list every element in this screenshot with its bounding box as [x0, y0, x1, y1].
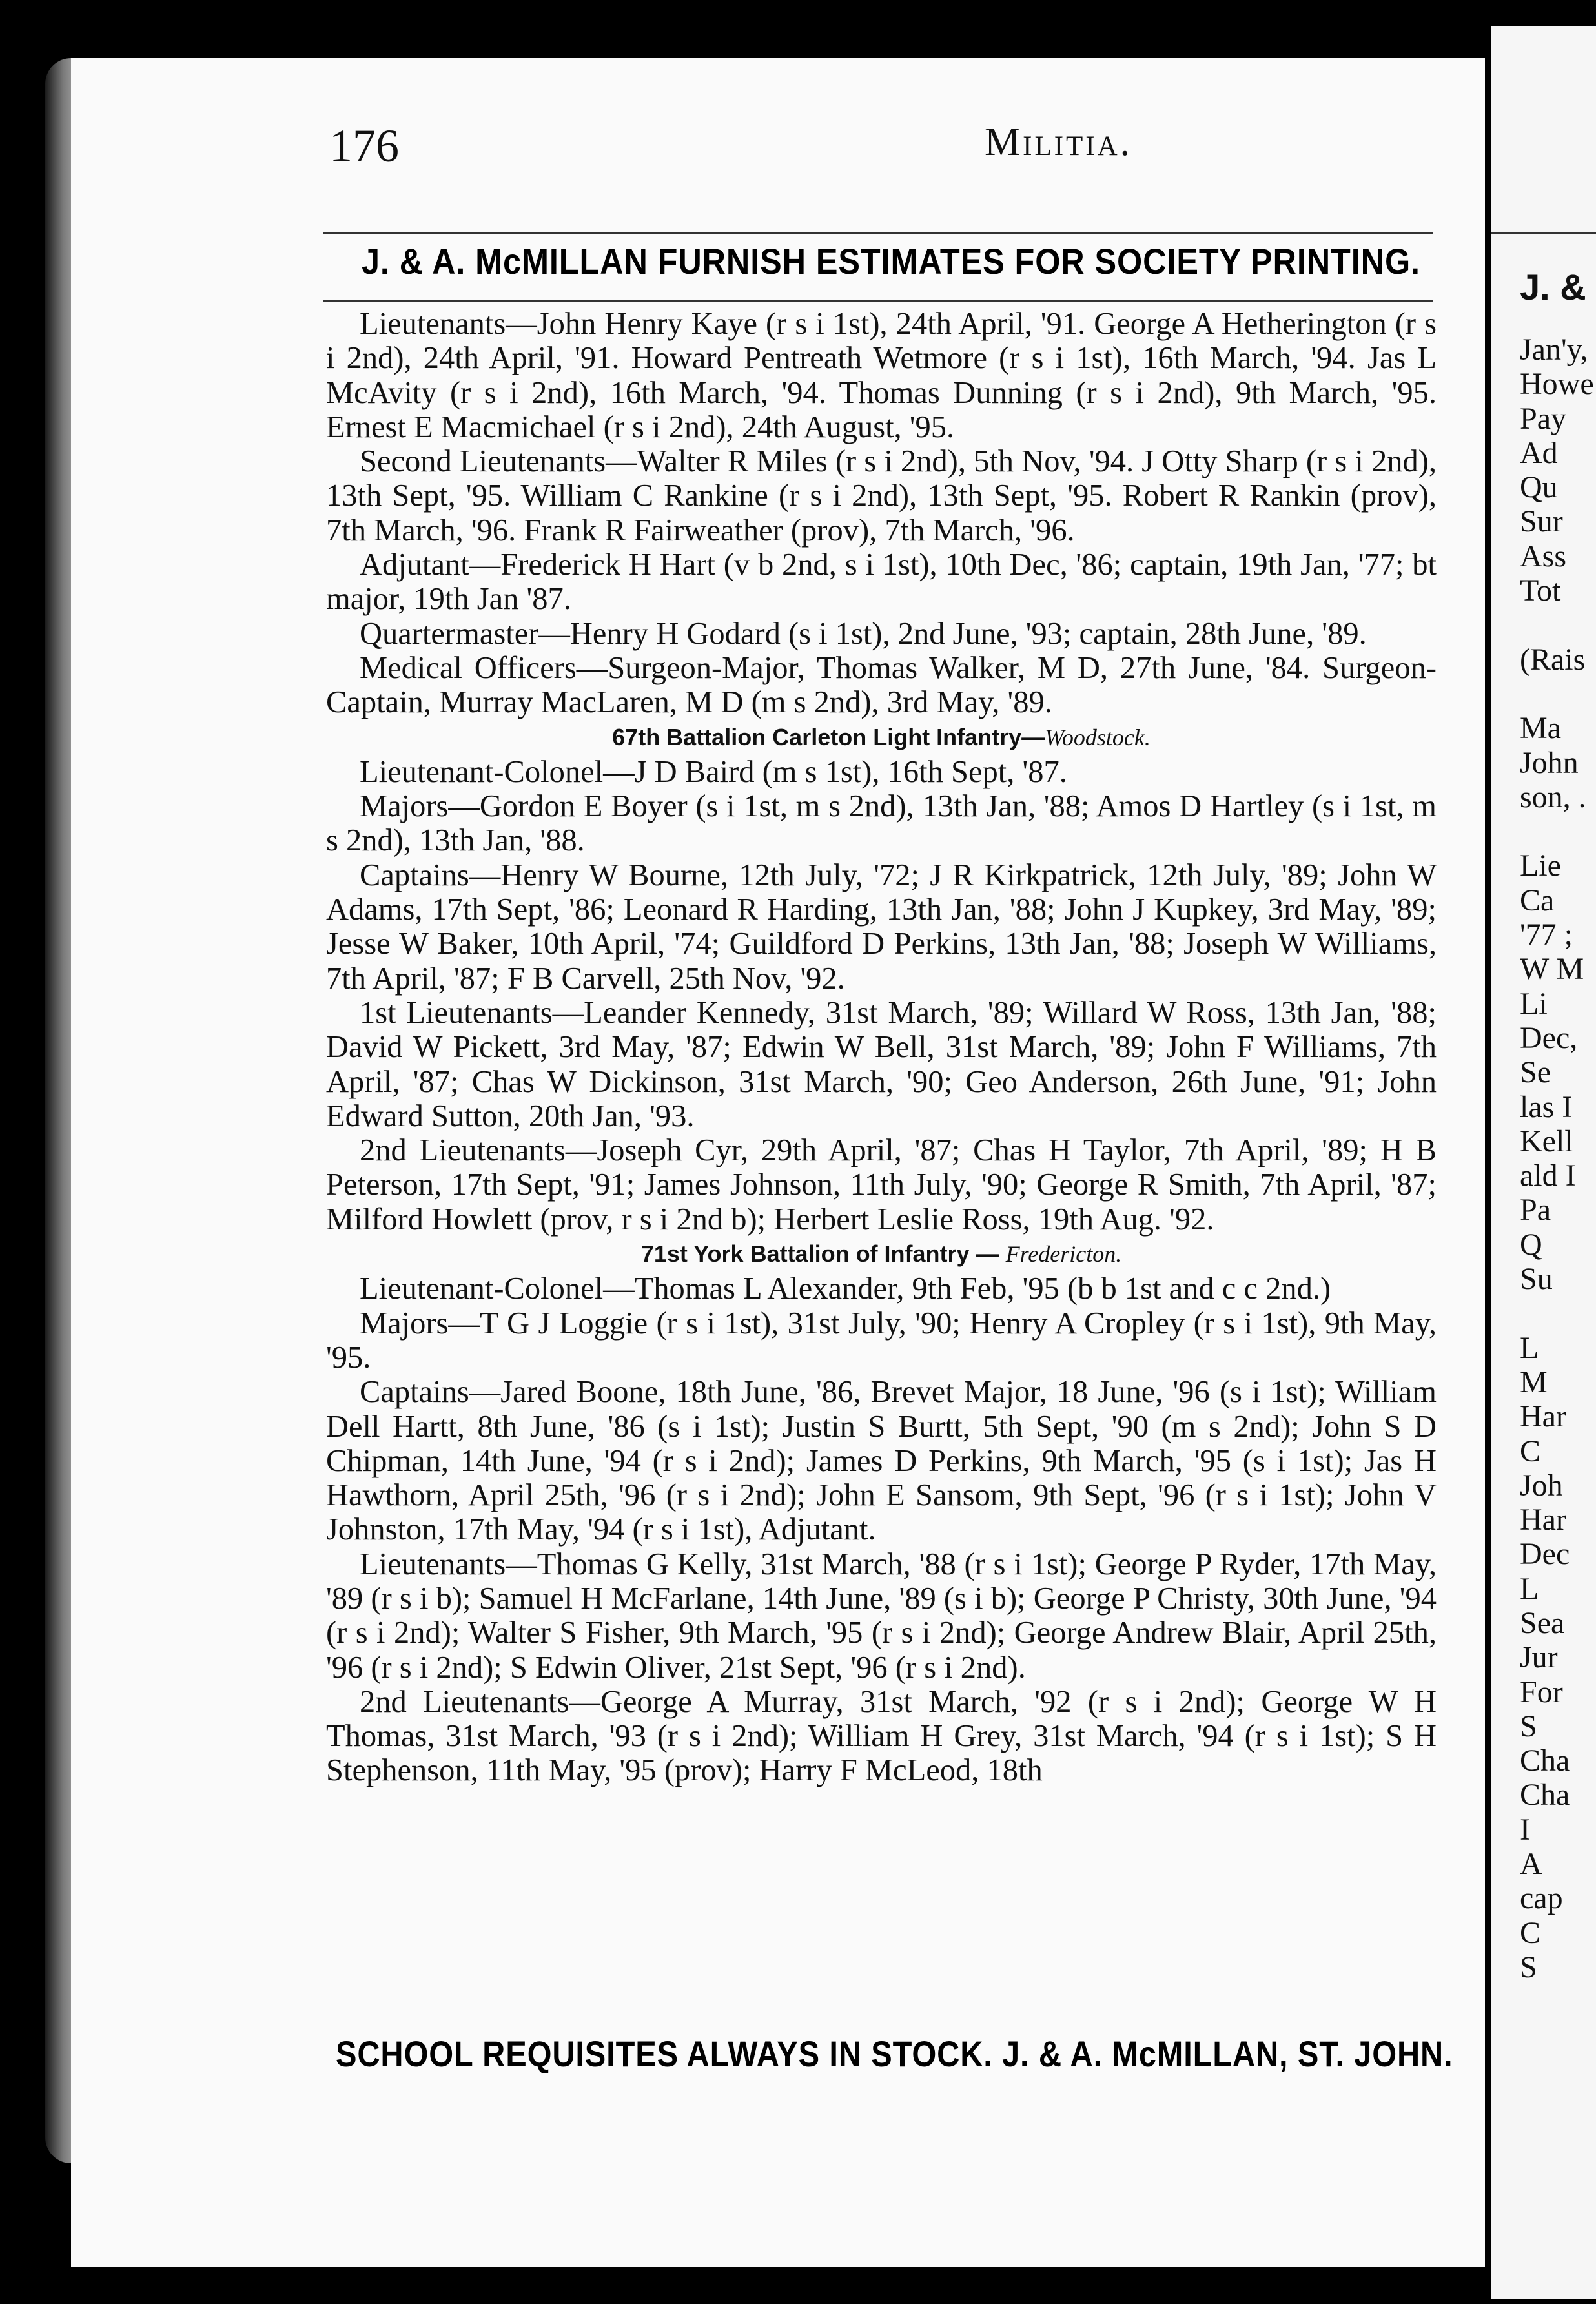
facing-page-line: Ca — [1520, 883, 1555, 918]
roster-entry: Lieutenants—John Henry Kaye (r s i 1st), 24th April, '91. George A Hetherington (r s i 2nd), 24th April, '91. Howard Pentreath Wetmore (r s i 1st), 16th March, '94. Jas L McAvity (r s i 2nd), 16th March, '94. Thomas Dunning (r s i 2nd), 9th March, '95. Ernest E Macmichael (r s i 2nd), 24th August, '95. — [326, 307, 1437, 444]
roster-entry: Adjutant—Frederick H Hart (v b 2nd, s i 1st), 10th Dec, '86; captain, 19th Jan, '77; bt major, 19th Jan '87. — [326, 548, 1437, 617]
facing-page-advertisement: J. & — [1520, 267, 1586, 307]
facing-page-line: (Rais — [1520, 642, 1586, 677]
roster-entry: 2nd Lieutenants—George A Murray, 31st March, '92 (r s i 2nd); George W H Thomas, 31st March, '93 (r s i 2nd); William H Grey, 31st March, '94 (r s i 1st); S H Stephenson, 11th May, '95 (prov); Harry F McLeod, 18th — [326, 1684, 1437, 1788]
roster-entry: 1st Lieutenants—Leander Kennedy, 31st March, '89; Willard W Ross, 13th Jan, '88; David W Pickett, 3rd May, '87; Edwin W Bell, 31st March, '89; John F Williams, 7th April, '87; Chas W Dickinson, 31st March, '90; Geo Anderson, 26th June, '91; John Edward Sutton, 20th Jan, '93. — [326, 995, 1437, 1133]
facing-page-line: Sea — [1520, 1605, 1565, 1640]
facing-page-line: cap — [1520, 1881, 1563, 1916]
roster-entry: Lieutenant-Colonel—J D Baird (m s 1st), 16th Sept, '87. — [360, 754, 1067, 789]
roster-entry: Captains—Jared Boone, 18th June, '86, Brevet Major, 18 June, '96 (s i 1st); William Dell Hartt, 8th June, '86 (s i 1st); Justin S Burtt, 5th Sept, '90 (m s 2nd); John S D Chipman, 14th June, '94 (r s i 2nd); James D Perkins, 9th March, '95 (s i 1st); Jas H Hawthorn, April 25th, '96 (r s i 2nd); John E Sansom, 9th Sept, '96 (r s i 1st); John V Johnston, 17th May, '94 (r s i 1st), Adjutant. — [326, 1375, 1437, 1547]
top-advertisement: J. & A. McMILLAN FURNISH ESTIMATES FOR SOCIETY PRINTING. — [362, 241, 1420, 282]
roster-entry: Majors—T G J Loggie (r s i 1st), 31st July, '90; Henry A Cropley (r s i 1st), 9th May, '95. — [326, 1306, 1437, 1375]
facing-page-line: ald I — [1520, 1158, 1576, 1193]
facing-page-line: Lie — [1520, 849, 1561, 883]
header-rule — [323, 232, 1433, 234]
facing-page-line: Har — [1520, 1399, 1566, 1434]
roster-entry: 2nd Lieutenants—Joseph Cyr, 29th April, '87; Chas H Taylor, 7th April, '89; H B Peterson, 17th Sept, '91; James Johnson, 11th July, '90; George R Smith, 7th April, '87; Milford Howlett (prov, r s i 2nd b); Herbert Leslie Ross, 19th Aug. '92. — [326, 1133, 1437, 1237]
facing-page-line: '77 ; — [1520, 918, 1573, 952]
facing-page-line: Se — [1520, 1055, 1551, 1090]
facing-page-line: Sur — [1520, 504, 1563, 539]
bottom-advertisement: SCHOOL REQUISITES ALWAYS IN STOCK. J. & A. McMILLAN, ST. JOHN. — [336, 2033, 1453, 2074]
facing-page-line: Qu — [1520, 470, 1558, 505]
ad-rule — [323, 300, 1433, 302]
facing-page-line: W M — [1520, 952, 1584, 987]
facing-page-line: For — [1520, 1674, 1563, 1709]
facing-page-line: Su — [1520, 1262, 1553, 1297]
facing-page-line: son, . — [1520, 779, 1586, 814]
battalion-location: Fredericton. — [1005, 1241, 1122, 1268]
facing-page-line: C — [1520, 1434, 1541, 1468]
facing-page-line — [1491, 814, 1594, 849]
facing-page-line: Joh — [1520, 1468, 1563, 1503]
facing-page-line: Cha — [1520, 1778, 1570, 1813]
roster-entry: Quartermaster—Henry H Godard (s i 1st), 2nd June, '93; captain, 28th June, '89. — [360, 616, 1367, 651]
facing-page-line: Kell — [1520, 1124, 1573, 1158]
facing-page-line: Q — [1520, 1227, 1542, 1262]
facing-page-line: Ma — [1520, 711, 1561, 746]
facing-page-line: Pa — [1520, 1193, 1551, 1228]
facing-page-line: Tot — [1520, 573, 1561, 608]
facing-page-line: Ass — [1520, 539, 1567, 573]
facing-page-line: Jur — [1520, 1640, 1558, 1675]
page-number: 176 — [329, 120, 399, 172]
facing-page-line: S — [1520, 1949, 1537, 1984]
facing-page-line: Howe — [1520, 367, 1594, 402]
facing-page-line: Ad — [1520, 435, 1558, 470]
battalion-heading — [326, 720, 1437, 755]
roster-entry: Medical Officers—Surgeon-Major, Thomas Walker, M D, 27th June, '84. Surgeon-Captain, Murray MacLaren, M D (m s 2nd), 3rd May, '89. — [326, 650, 1437, 720]
battalion-location: Woodstock. — [1045, 724, 1151, 750]
facing-page-line — [1491, 608, 1594, 642]
facing-page-line — [1491, 1296, 1594, 1330]
facing-page-line: Pay — [1520, 401, 1566, 436]
facing-page-rule — [1491, 232, 1596, 234]
facing-page-line: I — [1520, 1812, 1530, 1847]
facing-page-line: Dec — [1520, 1537, 1570, 1572]
roster-entry: Lieutenants—Thomas G Kelly, 31st March, '88 (r s i 1st); George P Ryder, 17th May, '89 (r s i b); Samuel H McFarlane, 14th June, '89 (s i b); George P Christy, 30th June, '94 (r s i 2nd); Walter S Fisher, 9th March, '95 (r s i 2nd); George Andrew Blair, April 25th, '96 (r s i 2nd); S Edwin Oliver, 21st Sept, '96 (r s i 2nd). — [326, 1547, 1437, 1685]
facing-page-line: L — [1520, 1571, 1539, 1606]
facing-page-line: A — [1520, 1847, 1542, 1882]
facing-page-line: John — [1520, 745, 1579, 780]
roster-entry: Second Lieutenants—Walter R Miles (r s i 2nd), 5th Nov, '94. J Otty Sharp (r s i 2nd), 13th Sept, '95. William C Rankine (r s i 2nd), 13th Sept, '95. Robert R Rankin (prov), 7th March, '96. Frank R Fairweather (prov), 7th March, '96. — [326, 444, 1437, 548]
facing-page-line: L — [1520, 1330, 1539, 1365]
facing-page-line: Dec, — [1520, 1020, 1578, 1055]
roster-entry: Lieutenant-Colonel—Thomas L Alexander, 9th Feb, '95 (b b 1st and c c 2nd.) — [360, 1271, 1331, 1306]
battalion-name: 67th Battalion Carleton Light Infantry— — [612, 723, 1045, 750]
facing-page-text — [1491, 333, 1594, 1984]
facing-page-line — [1491, 677, 1594, 711]
facing-page-line: Li — [1520, 986, 1548, 1021]
roster-entry: Majors—Gordon E Boyer (s i 1st, m s 2nd), 13th Jan, '88; Amos D Hartley (s i 1st, m s 2nd), 13th Jan, '88. — [326, 789, 1437, 858]
facing-page-line: C — [1520, 1915, 1541, 1950]
section-title: Militia. — [985, 120, 1133, 164]
facing-page-line: Har — [1520, 1503, 1566, 1538]
facing-page-line: Jan'y, — [1520, 333, 1588, 367]
battalion-heading — [326, 1237, 1437, 1271]
roster-entry: Captains—Henry W Bourne, 12th July, '72; J R Kirkpatrick, 12th July, '89; John W Adams, 17th Sept, '86; Leonard R Harding, 13th Jan, '88; John J Kupkey, 3rd May, '89; Jesse W Baker, 10th April, '74; Guildford D Perkins, 13th Jan, '88; Joseph W Williams, 7th April, '87; F B Carvell, 25th Nov, '92. — [326, 858, 1437, 996]
roster-text — [326, 307, 1437, 1788]
facing-page-edge — [1491, 26, 1596, 2299]
facing-page-line: M — [1520, 1364, 1548, 1399]
battalion-name: 71st York Battalion of Infantry — — [640, 1240, 1006, 1268]
facing-page-line: las I — [1520, 1089, 1573, 1124]
facing-page-line: Cha — [1520, 1743, 1570, 1778]
facing-page-line: S — [1520, 1709, 1537, 1743]
running-head — [255, 113, 1506, 190]
